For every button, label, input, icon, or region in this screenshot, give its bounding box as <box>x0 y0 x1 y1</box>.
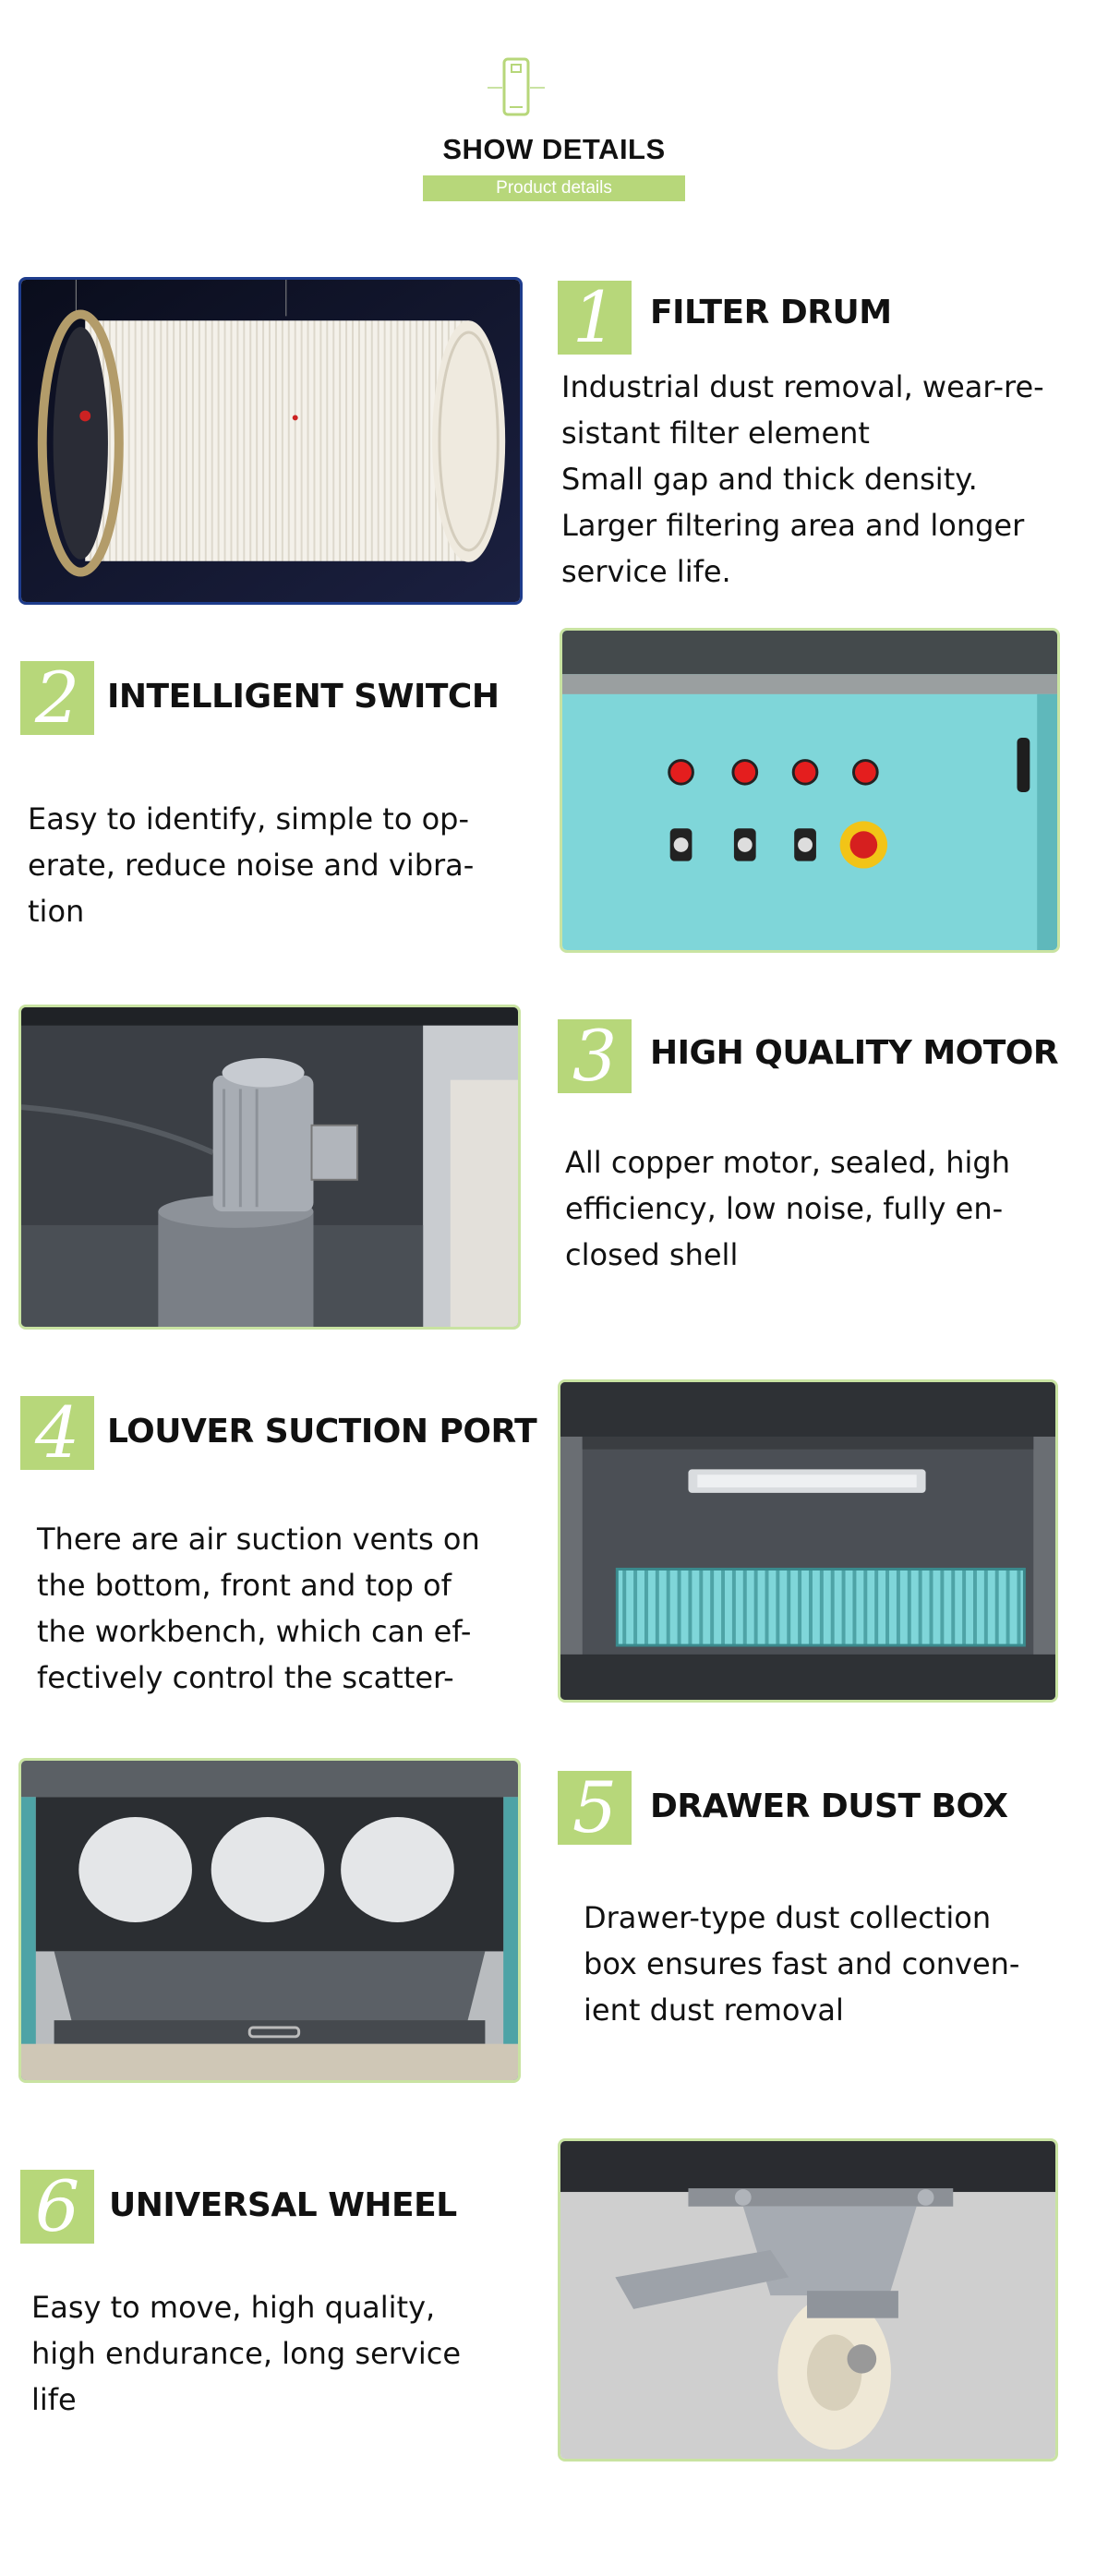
feature-desc-drawer-dust-box: Drawer-type dust collection box ensures fast and conven- ient dust removal <box>584 1900 1020 2028</box>
feature-number-badge: 6 <box>20 2170 94 2244</box>
feature-number-badge: 1 <box>558 281 632 355</box>
feature-desc-intelligent-switch: Easy to identify, simple to op- erate, reduce noise and vibra- tion <box>28 801 475 929</box>
phone-outline-icon <box>488 54 545 122</box>
feature-number-badge: 5 <box>558 1771 632 1845</box>
feature-desc-high-quality-motor: All copper motor, sealed, high efficiency, low noise, fully en- closed shell <box>565 1145 1010 1272</box>
feature-desc-louver-suction-port: There are air suction vents on the bottom, front and top of the workbench, which can ef- fectively control the scatter- <box>37 1522 480 1695</box>
motor-photo <box>18 1005 521 1330</box>
feature-title-universal-wheel: UNIVERSAL WHEEL <box>109 2186 457 2224</box>
feature-number-badge: 3 <box>558 1019 632 1093</box>
feature-title-drawer-dust-box: DRAWER DUST BOX <box>650 1788 1008 1825</box>
louver-photo <box>558 1379 1058 1703</box>
control-panel-photo <box>560 628 1060 953</box>
filter-drum-photo <box>18 277 523 605</box>
feature-title-louver-suction-port: LOUVER SUCTION PORT <box>107 1413 537 1451</box>
feature-title-intelligent-switch: INTELLIGENT SWITCH <box>107 678 500 716</box>
feature-number-badge: 4 <box>20 1396 94 1470</box>
universal-wheel-photo <box>558 2138 1058 2462</box>
page-subtitle: Product details <box>423 175 685 201</box>
feature-desc-universal-wheel: Easy to move, high quality, high endurance, long service life <box>31 2290 462 2417</box>
page-title: SHOW DETAILS <box>442 133 666 165</box>
feature-number-badge: 2 <box>20 661 94 735</box>
feature-title-filter-drum: FILTER DRUM <box>650 294 892 331</box>
feature-title-high-quality-motor: HIGH QUALITY MOTOR <box>650 1034 1059 1072</box>
feature-desc-filter-drum: Industrial dust removal, wear-re- sistant filter element Small gap and thick density. Larger filtering area and longer service life. <box>561 369 1044 589</box>
drawer-dust-box-photo <box>18 1758 521 2083</box>
